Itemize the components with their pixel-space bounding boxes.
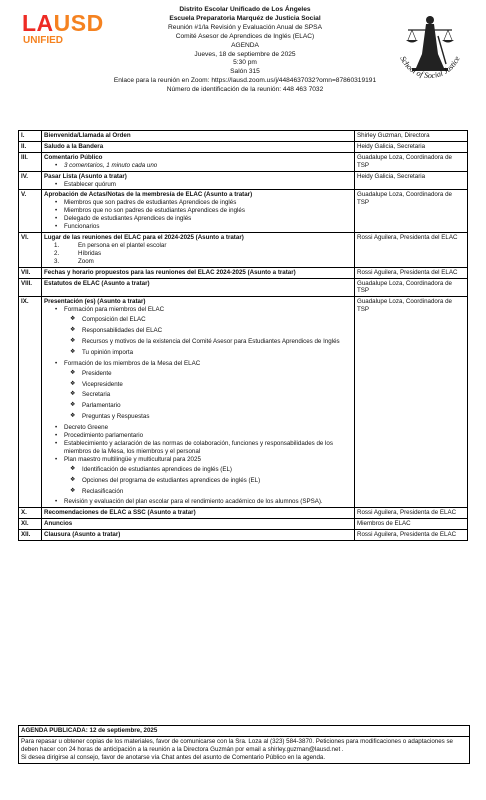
presentation-item-text: Formación de los miembros de la Mesa del ELAC	[64, 359, 201, 367]
agenda-bullet: • Establecer quórum	[64, 181, 352, 189]
presentation-subitem: ❖ Secretaria	[82, 391, 352, 399]
agenda-item-presenter: Guadalupe Loza, Coordinadora de TSP	[355, 297, 468, 508]
agenda-numbered-item: 1. En persona en el plantel escolar	[78, 242, 352, 250]
agenda-item-presenter: Guadalupe Loza, Coordinadora de TSP	[355, 190, 468, 233]
header-district: Distrito Escolar Unificado de Los Ángeles	[179, 6, 311, 13]
agenda-row	[19, 131, 468, 142]
footer-box	[18, 725, 470, 764]
seal-text: School of Social Justice	[398, 54, 462, 81]
agenda-item-title: Pasar Lista (Asunto a tratar)	[44, 172, 127, 180]
footer-note-chat: Si desea dirigirse al consejo, favor de anotarse vía Chat antes del asunto de Comentario Público en la agenda.	[21, 754, 326, 761]
agenda-bullet: • Miembros que son padres de estudiantes Aprendices de inglés	[64, 199, 352, 207]
agenda-item-number: II.	[19, 141, 42, 152]
agenda-item-presenter: Guadalupe Loza, Coordinadora de TSP	[355, 278, 468, 297]
agenda-row	[19, 297, 468, 508]
agenda-item-list	[44, 181, 352, 189]
presentation-item-text: Procedimiento parlamentario	[64, 432, 144, 440]
header-committee: Comité Asesor de Aprendices de Inglés (ELAC)	[175, 32, 315, 40]
logo-usd: USD	[53, 10, 104, 36]
lausd-wordmark	[22, 12, 126, 35]
agenda-item-number: XII.	[19, 530, 42, 541]
agenda-item-presenter: Shirley Guzman, Directora	[355, 131, 468, 142]
presentation-item-text: Revisión y evaluación del plan escolar para el rendimiento académico de los alumnos (SPSA).	[64, 498, 323, 506]
agenda-item-title: Estatutos de ELAC (Asunto a tratar)	[44, 279, 150, 287]
presentation-subitem: ❖ Identificación de estudiantes aprendices de inglés (EL)	[82, 466, 352, 474]
presentation-item	[64, 424, 352, 432]
agenda-item-content	[42, 232, 355, 267]
agenda-item-title: Clausura (Asunto a tratar)	[44, 531, 121, 539]
agenda-item-title: Presentación (es) (Asunto a tratar)	[44, 298, 146, 306]
header-zoom-link[interactable]: Enlace para la reunión en Zoom: https://lausd.zoom.us/j/4484637032?omn=87860319191	[113, 77, 377, 85]
presentation-sublist	[64, 370, 352, 422]
agenda-item-content	[42, 267, 355, 278]
presentation-item-text: Formación para miembros del ELAC	[64, 306, 165, 314]
footer-note-materials: Para repasar u obtener copias de los materiales, favor de comunicarse con la Sra. Loza al (323) 584-3870. Peticiones para modificaciones o adaptaciones se deben hacer con 24 horas de anticipación a la reunión a la Directora Guzmán por email a shirley.guzman@lausd.net .	[21, 738, 453, 753]
agenda-item-content	[42, 152, 355, 171]
agenda-item-presenter: Miembros de ELAC	[355, 519, 468, 530]
presentation-item	[64, 498, 352, 506]
header-meeting: Reunión #1/la Revisión y Evaluación Anual de SPSA	[168, 23, 322, 31]
agenda-item-list	[44, 199, 352, 231]
agenda-bullet: • Funcionarios	[64, 223, 352, 231]
agenda-item-number: VI.	[19, 232, 42, 267]
agenda-item-content	[42, 297, 355, 508]
agenda-item-presenter: Rossi Aguilera, Presidenta de ELAC	[355, 508, 468, 519]
agenda-item-presenter: Guadalupe Loza, Coordinadora de TSP	[355, 152, 468, 171]
presentation-item-text: Plan maestro multilingüe y multicultural para 2025	[64, 455, 201, 463]
agenda-item-content	[42, 519, 355, 530]
presentation-item	[64, 440, 352, 456]
presentation-item	[64, 456, 352, 496]
agenda-row	[19, 278, 468, 297]
logo-la: LA	[22, 10, 54, 36]
agenda-row	[19, 232, 468, 267]
agenda-row	[19, 171, 468, 190]
presentation-item	[64, 360, 352, 421]
agenda-item-content	[42, 278, 355, 297]
agenda-body	[19, 131, 468, 541]
agenda-item-title: Fechas y horario propuestos para las reuniones del ELAC 2024-2025 (Asunto a tratar)	[44, 268, 296, 276]
agenda-item-content	[42, 141, 355, 152]
header-school: Escuela Preparatoria Marquéz de Justicia Social	[169, 14, 321, 22]
agenda-item-presenter: Rossi Aguilera, Presidenta del ELAC	[355, 232, 468, 267]
footer-notes	[19, 737, 469, 763]
agenda-numbered-item: 3. Zoom	[78, 258, 352, 266]
header-time: 5:30 pm	[233, 59, 257, 67]
agenda-item-presenter: Heidy Galicia, Secretaria	[355, 141, 468, 152]
presentation-item-text: Establecimiento y aclaración de las normas de colaboración, funciones y responsabilidades de los miembros de la Mesa, los miembros y el personal	[64, 440, 333, 455]
agenda-item-number: I.	[19, 131, 42, 142]
agenda-item-number: X.	[19, 508, 42, 519]
agenda-item-number: VIII.	[19, 278, 42, 297]
presentation-subitem: ❖ Parlamentario	[82, 402, 352, 410]
presentation-item	[64, 306, 352, 357]
presentation-subitem: ❖ Composición del ELAC	[82, 316, 352, 324]
agenda-item-presenter: Heidy Galicia, Secretaria	[355, 171, 468, 190]
agenda-item-number: III.	[19, 152, 42, 171]
agenda-row	[19, 530, 468, 541]
lausd-logo	[22, 12, 126, 52]
document-header	[113, 6, 377, 95]
agenda-item-title: Bienvenida/Llamada al Orden	[44, 132, 131, 139]
agenda-item-list	[44, 162, 352, 170]
agenda-numbered-list	[44, 242, 352, 266]
presentation-item	[64, 432, 352, 440]
agenda-bullet: • Miembros que no son padres de estudiantes Aprendices de inglés	[64, 207, 352, 215]
agenda-item-number: VII.	[19, 267, 42, 278]
presentation-subitem: ❖ Reclasificación	[82, 488, 352, 496]
presentation-subitem: ❖ Presidente	[82, 370, 352, 378]
header-agenda: AGENDA	[231, 41, 259, 49]
agenda-item-title: Comentario Público	[44, 153, 103, 161]
agenda-item-content	[42, 530, 355, 541]
presentation-item-text: Decreto Greene	[64, 424, 109, 432]
agenda-item-title: Recomendaciones de ELAC a SSC (Asunto a tratar)	[44, 509, 196, 517]
agenda-item-presenter: Rossi Aguilera, Presidenta de ELAC	[355, 530, 468, 541]
agenda-item-number: IX.	[19, 297, 42, 508]
agenda-item-content	[42, 190, 355, 233]
agenda-item-title: Aprobación de Actas/Notas de la membresía de ELAC (Asunto a tratar)	[44, 191, 253, 199]
presentation-subitem: ❖ Tu opinión importa	[82, 349, 352, 357]
presentation-subitem: ❖ Responsabilidades del ELAC	[82, 327, 352, 335]
agenda-item-title: Saludo a la Bandera	[44, 142, 104, 150]
header-meeting-id: Número de identificación de la reunión: 448 463 7032	[166, 86, 324, 94]
published-date: AGENDA PUBLICADA: 12 de septiembre, 2025	[19, 726, 469, 737]
lady-justice-seal-icon	[388, 6, 472, 90]
agenda-item-content	[42, 171, 355, 190]
agenda-bullet: • 3 comentarios, 1 minuto cada uno	[64, 162, 352, 170]
header-date: Jueves, 18 de septiembre de 2025	[194, 50, 296, 58]
agenda-row	[19, 141, 468, 152]
presentation-list	[44, 306, 352, 506]
presentation-subitem: ❖ Vicepresidente	[82, 381, 352, 389]
agenda-item-content	[42, 131, 355, 142]
presentation-subitem: ❖ Recursos y motivos de la existencia del Comité Asesor para Estudiantes Aprendices de Inglés	[82, 338, 352, 346]
agenda-item-content	[42, 508, 355, 519]
logo-unified: UNIFIED	[23, 35, 63, 46]
agenda-row	[19, 152, 468, 171]
agenda-item-number: IV.	[19, 171, 42, 190]
agenda-row	[19, 190, 468, 233]
agenda-row	[19, 267, 468, 278]
presentation-sublist	[64, 316, 352, 357]
agenda-row	[19, 519, 468, 530]
agenda-item-number: XI.	[19, 519, 42, 530]
agenda-item-title: Lugar de las reuniones del ELAC para el 2024-2025 (Asunto a tratar)	[44, 233, 244, 241]
agenda-item-presenter: Rossi Aguilera, Presidenta del ELAC	[355, 267, 468, 278]
presentation-sublist	[64, 466, 352, 496]
agenda-item-number: V.	[19, 190, 42, 233]
presentation-subitem: ❖ Opciones del programa de estudiantes aprendices de inglés (EL)	[82, 477, 352, 485]
agenda-row	[19, 508, 468, 519]
agenda-table	[18, 130, 468, 541]
agenda-bullet: • Delegado de estudiantes Aprendices de inglés	[64, 215, 352, 223]
agenda-numbered-item: 2. Híbridas	[78, 250, 352, 258]
agenda-item-title: Anuncios	[44, 520, 73, 528]
presentation-subitem: ❖ Preguntas y Respuestas	[82, 413, 352, 421]
header-room: Salón 315	[230, 68, 260, 76]
